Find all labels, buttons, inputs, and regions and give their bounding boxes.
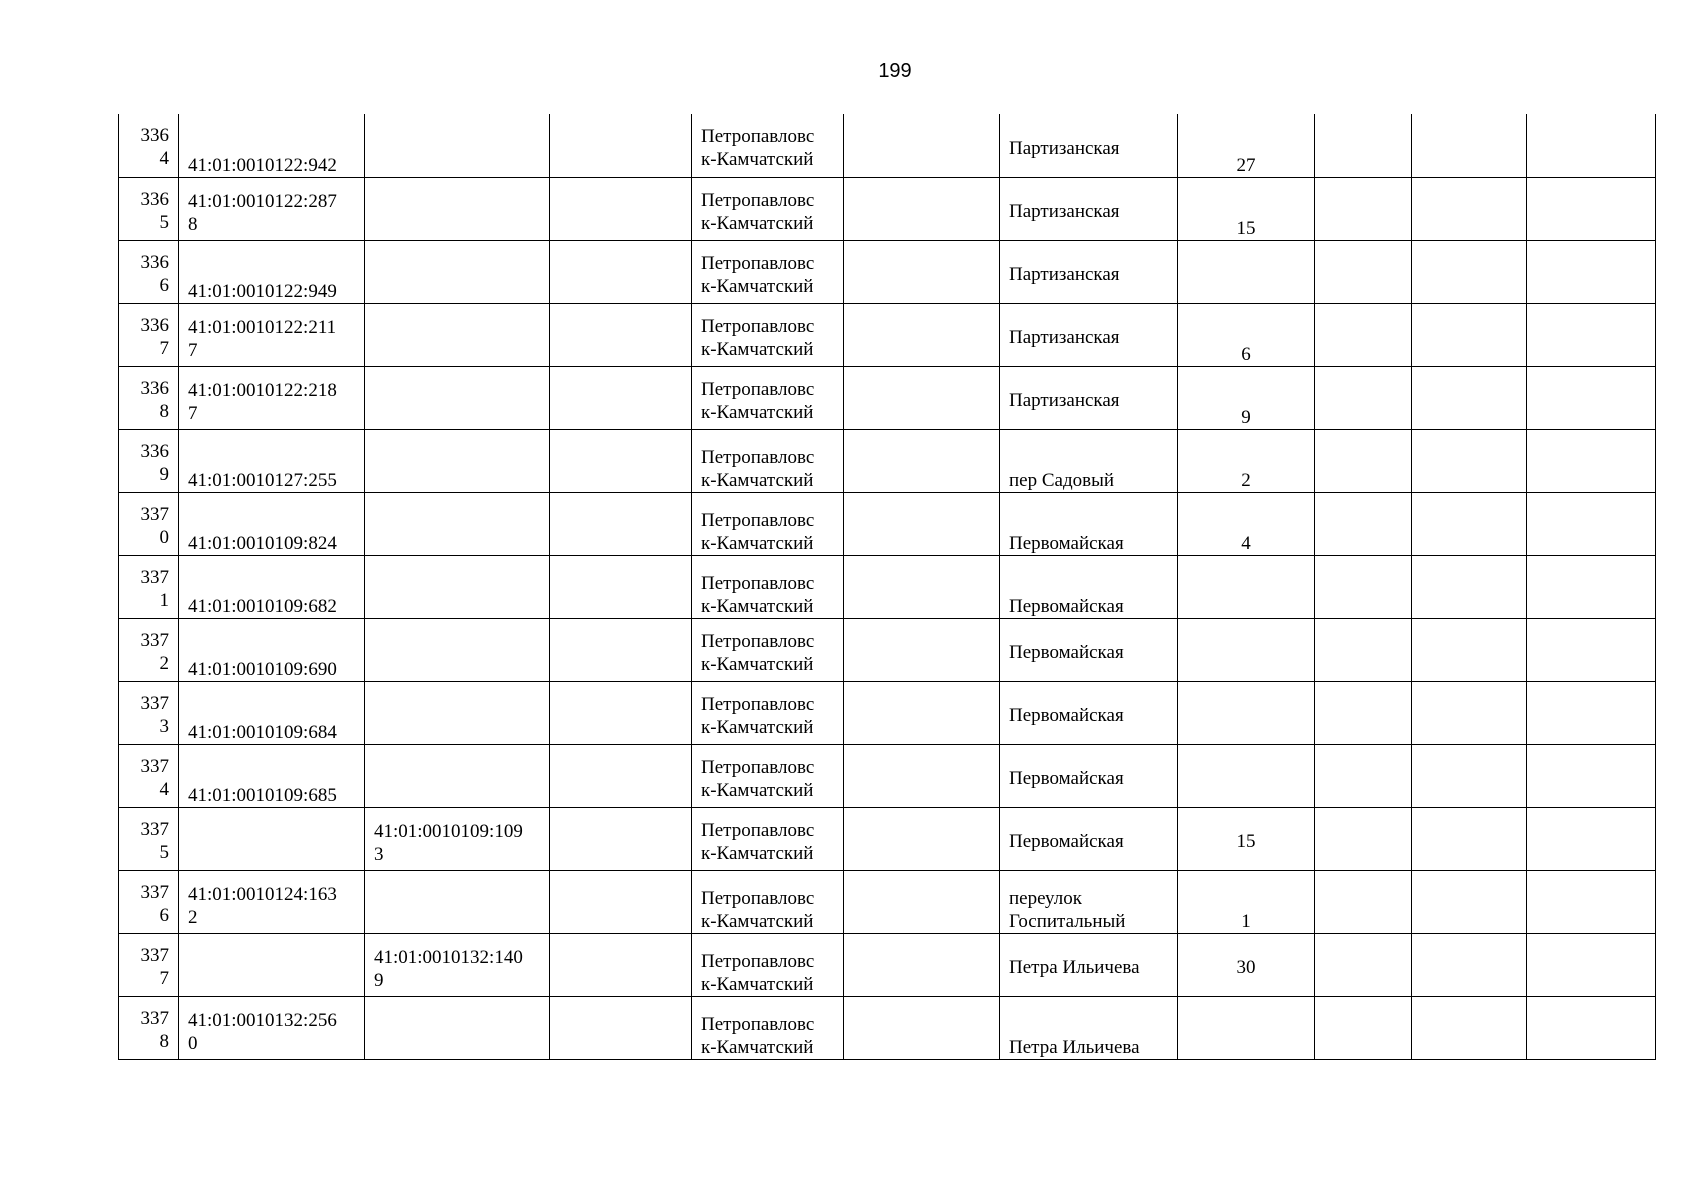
row-number-cell [119, 114, 179, 177]
house-number-cell [1178, 492, 1315, 555]
empty-cell [1412, 681, 1527, 744]
empty-cell [1315, 492, 1412, 555]
empty-cell [550, 303, 692, 366]
row-number-cell-text: 337 7 [140, 944, 169, 989]
empty-cell [844, 996, 1000, 1059]
cadastral-number-building-cell [365, 492, 550, 555]
house-number-cell-text [1178, 745, 1314, 807]
street-cell [1000, 870, 1178, 933]
empty-cell [1527, 114, 1656, 177]
empty-cell [1527, 933, 1656, 996]
city-cell [692, 870, 844, 933]
empty-cell [1315, 555, 1412, 618]
empty-cell [1527, 240, 1656, 303]
empty-cell [550, 744, 692, 807]
city-cell [692, 555, 844, 618]
row-number-cell [119, 870, 179, 933]
table-body [119, 114, 1656, 1059]
row-number-cell [119, 492, 179, 555]
house-number-cell [1178, 114, 1315, 177]
house-number-cell [1178, 870, 1315, 933]
row-number-cell [119, 303, 179, 366]
cadastral-number-cell-text: 41:01:0010122:942 [188, 154, 337, 176]
empty-cell [844, 240, 1000, 303]
table-row [119, 492, 1656, 555]
city-cell [692, 240, 844, 303]
row-number-cell [119, 429, 179, 492]
house-number-cell [1178, 303, 1315, 366]
empty-cell [844, 114, 1000, 177]
cadastral-number-building-cell [365, 870, 550, 933]
cadastral-number-building-cell-text [365, 178, 549, 240]
street-cell [1000, 366, 1178, 429]
empty-cell [844, 303, 1000, 366]
cadastral-number-cell [179, 240, 365, 303]
empty-cell [550, 807, 692, 870]
city-cell-text: Петропавловс к-Камчатский [701, 756, 815, 801]
registry-table [118, 114, 1656, 1060]
cadastral-number-building-cell [365, 177, 550, 240]
cadastral-number-cell [179, 177, 365, 240]
row-number-cell-text: 336 6 [140, 251, 169, 296]
empty-cell [550, 366, 692, 429]
city-cell-text: Петропавловс к-Камчатский [701, 819, 815, 864]
row-number-cell-text: 336 9 [140, 440, 169, 485]
street-cell-text: Партизанская [1009, 137, 1120, 159]
cadastral-number-building-cell [365, 618, 550, 681]
city-cell-text: Петропавловс к-Камчатский [701, 378, 815, 423]
city-cell [692, 366, 844, 429]
cadastral-number-building-cell [365, 240, 550, 303]
table-row [119, 429, 1656, 492]
empty-cell [844, 429, 1000, 492]
table-row [119, 996, 1656, 1059]
empty-cell [550, 870, 692, 933]
street-cell-text: Первомайская [1009, 595, 1124, 617]
cadastral-number-building-cell-text [365, 114, 549, 177]
street-cell-text: Первомайская [1009, 831, 1124, 852]
empty-cell [844, 555, 1000, 618]
cadastral-number-building-cell [365, 744, 550, 807]
empty-cell [1527, 555, 1656, 618]
empty-cell [1412, 618, 1527, 681]
empty-cell [844, 807, 1000, 870]
house-number-cell-text [1178, 997, 1314, 1059]
empty-cell [550, 114, 692, 177]
cadastral-number-building-cell [365, 366, 550, 429]
city-cell-text: Петропавловс к-Камчатский [701, 572, 815, 617]
empty-cell [1315, 870, 1412, 933]
house-number-cell-text [1178, 556, 1314, 618]
street-cell-text: Партизанская [1009, 201, 1120, 222]
cadastral-number-cell [179, 114, 365, 177]
city-cell-text: Петропавловс к-Камчатский [701, 630, 815, 675]
street-cell [1000, 177, 1178, 240]
house-number-cell-text: 9 [1241, 406, 1251, 428]
city-cell-text: Петропавловс к-Камчатский [701, 126, 815, 171]
house-number-cell [1178, 555, 1315, 618]
street-cell-text: Партизанская [1009, 264, 1120, 285]
table-row [119, 807, 1656, 870]
house-number-cell-text: 2 [1241, 469, 1251, 491]
cadastral-number-building-cell [365, 555, 550, 618]
city-cell-text: Петропавловс к-Камчатский [701, 693, 815, 738]
city-cell-text: Петропавловс к-Камчатский [701, 446, 815, 491]
empty-cell [1315, 366, 1412, 429]
empty-cell [844, 177, 1000, 240]
city-cell-text: Петропавловс к-Камчатский [701, 887, 815, 932]
street-cell [1000, 555, 1178, 618]
house-number-cell-text: 15 [1236, 831, 1256, 852]
city-cell [692, 618, 844, 681]
house-number-cell-text [1178, 682, 1314, 744]
empty-cell [1315, 303, 1412, 366]
house-number-cell [1178, 429, 1315, 492]
house-number-cell-text: 1 [1241, 910, 1251, 932]
empty-cell [550, 555, 692, 618]
cadastral-number-cell-text: 41:01:0010127:255 [188, 469, 337, 491]
empty-cell [1412, 996, 1527, 1059]
cadastral-number-cell-text: 41:01:0010122:949 [188, 280, 337, 302]
row-number-cell [119, 240, 179, 303]
empty-cell [1315, 681, 1412, 744]
cadastral-number-building-cell-text: 41:01:0010132:140 9 [374, 946, 523, 991]
cadastral-number-building-cell [365, 114, 550, 177]
cadastral-number-cell-text: 41:01:0010109:824 [188, 532, 337, 554]
cadastral-number-cell-text: 41:01:0010109:685 [188, 784, 337, 806]
cadastral-number-building-cell-text [365, 304, 549, 366]
street-cell-text: Первомайская [1009, 705, 1124, 726]
street-cell [1000, 681, 1178, 744]
empty-cell [1315, 114, 1412, 177]
empty-cell [1315, 177, 1412, 240]
empty-cell [1527, 744, 1656, 807]
street-cell [1000, 240, 1178, 303]
empty-cell [1527, 177, 1656, 240]
empty-cell [550, 492, 692, 555]
empty-cell [844, 744, 1000, 807]
table-row [119, 681, 1656, 744]
house-number-cell [1178, 744, 1315, 807]
city-cell [692, 807, 844, 870]
empty-cell [1412, 303, 1527, 366]
cadastral-number-cell-text: 41:01:0010109:682 [188, 595, 337, 617]
table-row [119, 240, 1656, 303]
cadastral-number-building-cell-text [365, 871, 549, 933]
street-cell [1000, 492, 1178, 555]
cadastral-number-building-cell-text [365, 367, 549, 429]
empty-cell [1315, 933, 1412, 996]
street-cell [1000, 429, 1178, 492]
cadastral-number-building-cell [365, 303, 550, 366]
empty-cell [550, 240, 692, 303]
table-row [119, 618, 1656, 681]
empty-cell [844, 492, 1000, 555]
city-cell-text: Петропавловс к-Камчатский [701, 189, 815, 234]
table-row [119, 177, 1656, 240]
empty-cell [1412, 744, 1527, 807]
cadastral-number-cell [179, 492, 365, 555]
table-row [119, 870, 1656, 933]
street-cell-text: пер Садовый [1009, 469, 1115, 491]
empty-cell [1527, 618, 1656, 681]
cadastral-number-building-cell [365, 429, 550, 492]
city-cell [692, 114, 844, 177]
table-row [119, 744, 1656, 807]
cadastral-number-building-cell-text [365, 682, 549, 744]
row-number-cell-text: 337 6 [140, 881, 169, 926]
row-number-cell-text: 337 8 [140, 1007, 169, 1052]
house-number-cell [1178, 177, 1315, 240]
street-cell-text: Петра Ильичева [1009, 957, 1140, 978]
empty-cell [1315, 429, 1412, 492]
house-number-cell-text: 4 [1241, 532, 1251, 554]
empty-cell [1527, 429, 1656, 492]
cadastral-number-cell [179, 996, 365, 1059]
cadastral-number-cell-text [179, 808, 364, 870]
house-number-cell [1178, 933, 1315, 996]
cadastral-number-cell [179, 366, 365, 429]
empty-cell [1527, 870, 1656, 933]
cadastral-number-cell [179, 870, 365, 933]
city-cell-text: Петропавловс к-Камчатский [701, 315, 815, 360]
empty-cell [1412, 555, 1527, 618]
street-cell-text: Первомайская [1009, 642, 1124, 663]
row-number-cell-text: 336 4 [140, 125, 169, 169]
empty-cell [1412, 933, 1527, 996]
empty-cell [844, 933, 1000, 996]
street-cell [1000, 807, 1178, 870]
table-row [119, 933, 1656, 996]
empty-cell [844, 366, 1000, 429]
cadastral-number-cell-text: 41:01:0010132:256 0 [188, 1009, 337, 1054]
cadastral-number-building-cell-text [365, 997, 549, 1059]
row-number-cell [119, 177, 179, 240]
city-cell [692, 177, 844, 240]
cadastral-number-cell [179, 555, 365, 618]
row-number-cell-text: 336 8 [140, 377, 169, 422]
table-row [119, 303, 1656, 366]
cadastral-number-building-cell-text [365, 241, 549, 303]
empty-cell [1412, 870, 1527, 933]
empty-cell [1412, 240, 1527, 303]
empty-cell [1527, 366, 1656, 429]
cadastral-number-cell-text: 41:01:0010124:163 2 [188, 883, 337, 928]
row-number-cell [119, 744, 179, 807]
cadastral-number-cell [179, 933, 365, 996]
cadastral-number-cell-text: 41:01:0010122:211 7 [188, 316, 337, 361]
city-cell [692, 933, 844, 996]
cadastral-number-building-cell [365, 933, 550, 996]
house-number-cell-text: 30 [1236, 957, 1256, 978]
city-cell-text: Петропавловс к-Камчатский [701, 509, 815, 554]
house-number-cell-text [1178, 619, 1314, 681]
row-number-cell [119, 681, 179, 744]
cadastral-number-building-cell [365, 996, 550, 1059]
street-cell-text: переулок Госпитальный [1009, 887, 1126, 932]
empty-cell [1315, 807, 1412, 870]
row-number-cell [119, 996, 179, 1059]
house-number-cell [1178, 996, 1315, 1059]
table-row [119, 555, 1656, 618]
table-row [119, 114, 1656, 177]
row-number-cell [119, 807, 179, 870]
house-number-cell-text: 6 [1241, 343, 1251, 365]
empty-cell [844, 870, 1000, 933]
cadastral-number-cell-text: 41:01:0010122:218 7 [188, 379, 337, 424]
empty-cell [844, 681, 1000, 744]
empty-cell [1412, 114, 1527, 177]
street-cell-text: Петра Ильичева [1009, 1036, 1140, 1058]
empty-cell [1527, 303, 1656, 366]
street-cell-text: Партизанская [1009, 390, 1120, 411]
city-cell [692, 303, 844, 366]
empty-cell [550, 681, 692, 744]
cadastral-number-cell-text: 41:01:0010122:287 8 [188, 190, 337, 235]
empty-cell [844, 618, 1000, 681]
street-cell-text: Первомайская [1009, 532, 1124, 554]
cadastral-number-cell-text: 41:01:0010109:684 [188, 721, 337, 743]
street-cell [1000, 303, 1178, 366]
city-cell [692, 681, 844, 744]
empty-cell [1412, 492, 1527, 555]
cadastral-number-building-cell-text [365, 745, 549, 807]
city-cell [692, 492, 844, 555]
empty-cell [550, 996, 692, 1059]
cadastral-number-building-cell-text [365, 430, 549, 492]
empty-cell [1527, 996, 1656, 1059]
city-cell [692, 996, 844, 1059]
page-number: 199 [878, 60, 912, 82]
row-number-cell-text: 337 0 [140, 503, 169, 548]
cadastral-number-cell-text: 41:01:0010109:690 [188, 658, 337, 680]
street-cell [1000, 114, 1178, 177]
table-row [119, 366, 1656, 429]
city-cell [692, 429, 844, 492]
cadastral-number-building-cell-text: 41:01:0010109:109 3 [374, 820, 523, 865]
empty-cell [550, 177, 692, 240]
street-cell-text: Партизанская [1009, 327, 1120, 348]
empty-cell [1527, 492, 1656, 555]
cadastral-number-cell [179, 429, 365, 492]
cadastral-number-building-cell-text [365, 556, 549, 618]
empty-cell [1315, 744, 1412, 807]
row-number-cell-text: 336 5 [140, 188, 169, 233]
empty-cell [550, 429, 692, 492]
row-number-cell [119, 366, 179, 429]
row-number-cell [119, 618, 179, 681]
row-number-cell-text: 337 3 [140, 692, 169, 737]
cadastral-number-cell [179, 807, 365, 870]
empty-cell [1315, 996, 1412, 1059]
house-number-cell [1178, 366, 1315, 429]
house-number-cell [1178, 807, 1315, 870]
house-number-cell-text: 27 [1236, 154, 1256, 176]
empty-cell [1412, 177, 1527, 240]
cadastral-number-cell-text [179, 934, 364, 996]
cadastral-number-cell [179, 618, 365, 681]
street-cell-text: Первомайская [1009, 768, 1124, 789]
cadastral-number-building-cell [365, 681, 550, 744]
city-cell-text: Петропавловс к-Камчатский [701, 950, 815, 995]
house-number-cell [1178, 240, 1315, 303]
empty-cell [550, 933, 692, 996]
house-number-cell-text: 15 [1236, 217, 1256, 239]
cadastral-number-building-cell-text [365, 493, 549, 555]
street-cell [1000, 996, 1178, 1059]
empty-cell [1412, 429, 1527, 492]
street-cell [1000, 933, 1178, 996]
house-number-cell [1178, 681, 1315, 744]
cadastral-number-cell [179, 303, 365, 366]
cadastral-number-building-cell [365, 807, 550, 870]
house-number-cell [1178, 618, 1315, 681]
city-cell-text: Петропавловс к-Камчатский [701, 1013, 815, 1058]
row-number-cell-text: 337 2 [140, 629, 169, 674]
cadastral-number-building-cell-text [365, 619, 549, 681]
empty-cell [1315, 240, 1412, 303]
empty-cell [1527, 681, 1656, 744]
row-number-cell-text: 337 5 [140, 818, 169, 863]
row-number-cell [119, 555, 179, 618]
empty-cell [1315, 618, 1412, 681]
empty-cell [1527, 807, 1656, 870]
city-cell [692, 744, 844, 807]
empty-cell [1412, 366, 1527, 429]
cadastral-number-cell [179, 681, 365, 744]
empty-cell [1412, 807, 1527, 870]
city-cell-text: Петропавловс к-Камчатский [701, 252, 815, 297]
house-number-cell-text [1178, 241, 1314, 303]
row-number-cell-text: 336 7 [140, 314, 169, 359]
row-number-cell-text: 337 1 [140, 566, 169, 611]
street-cell [1000, 618, 1178, 681]
empty-cell [550, 618, 692, 681]
row-number-cell-text: 337 4 [140, 755, 169, 800]
cadastral-number-cell [179, 744, 365, 807]
row-number-cell [119, 933, 179, 996]
street-cell [1000, 744, 1178, 807]
